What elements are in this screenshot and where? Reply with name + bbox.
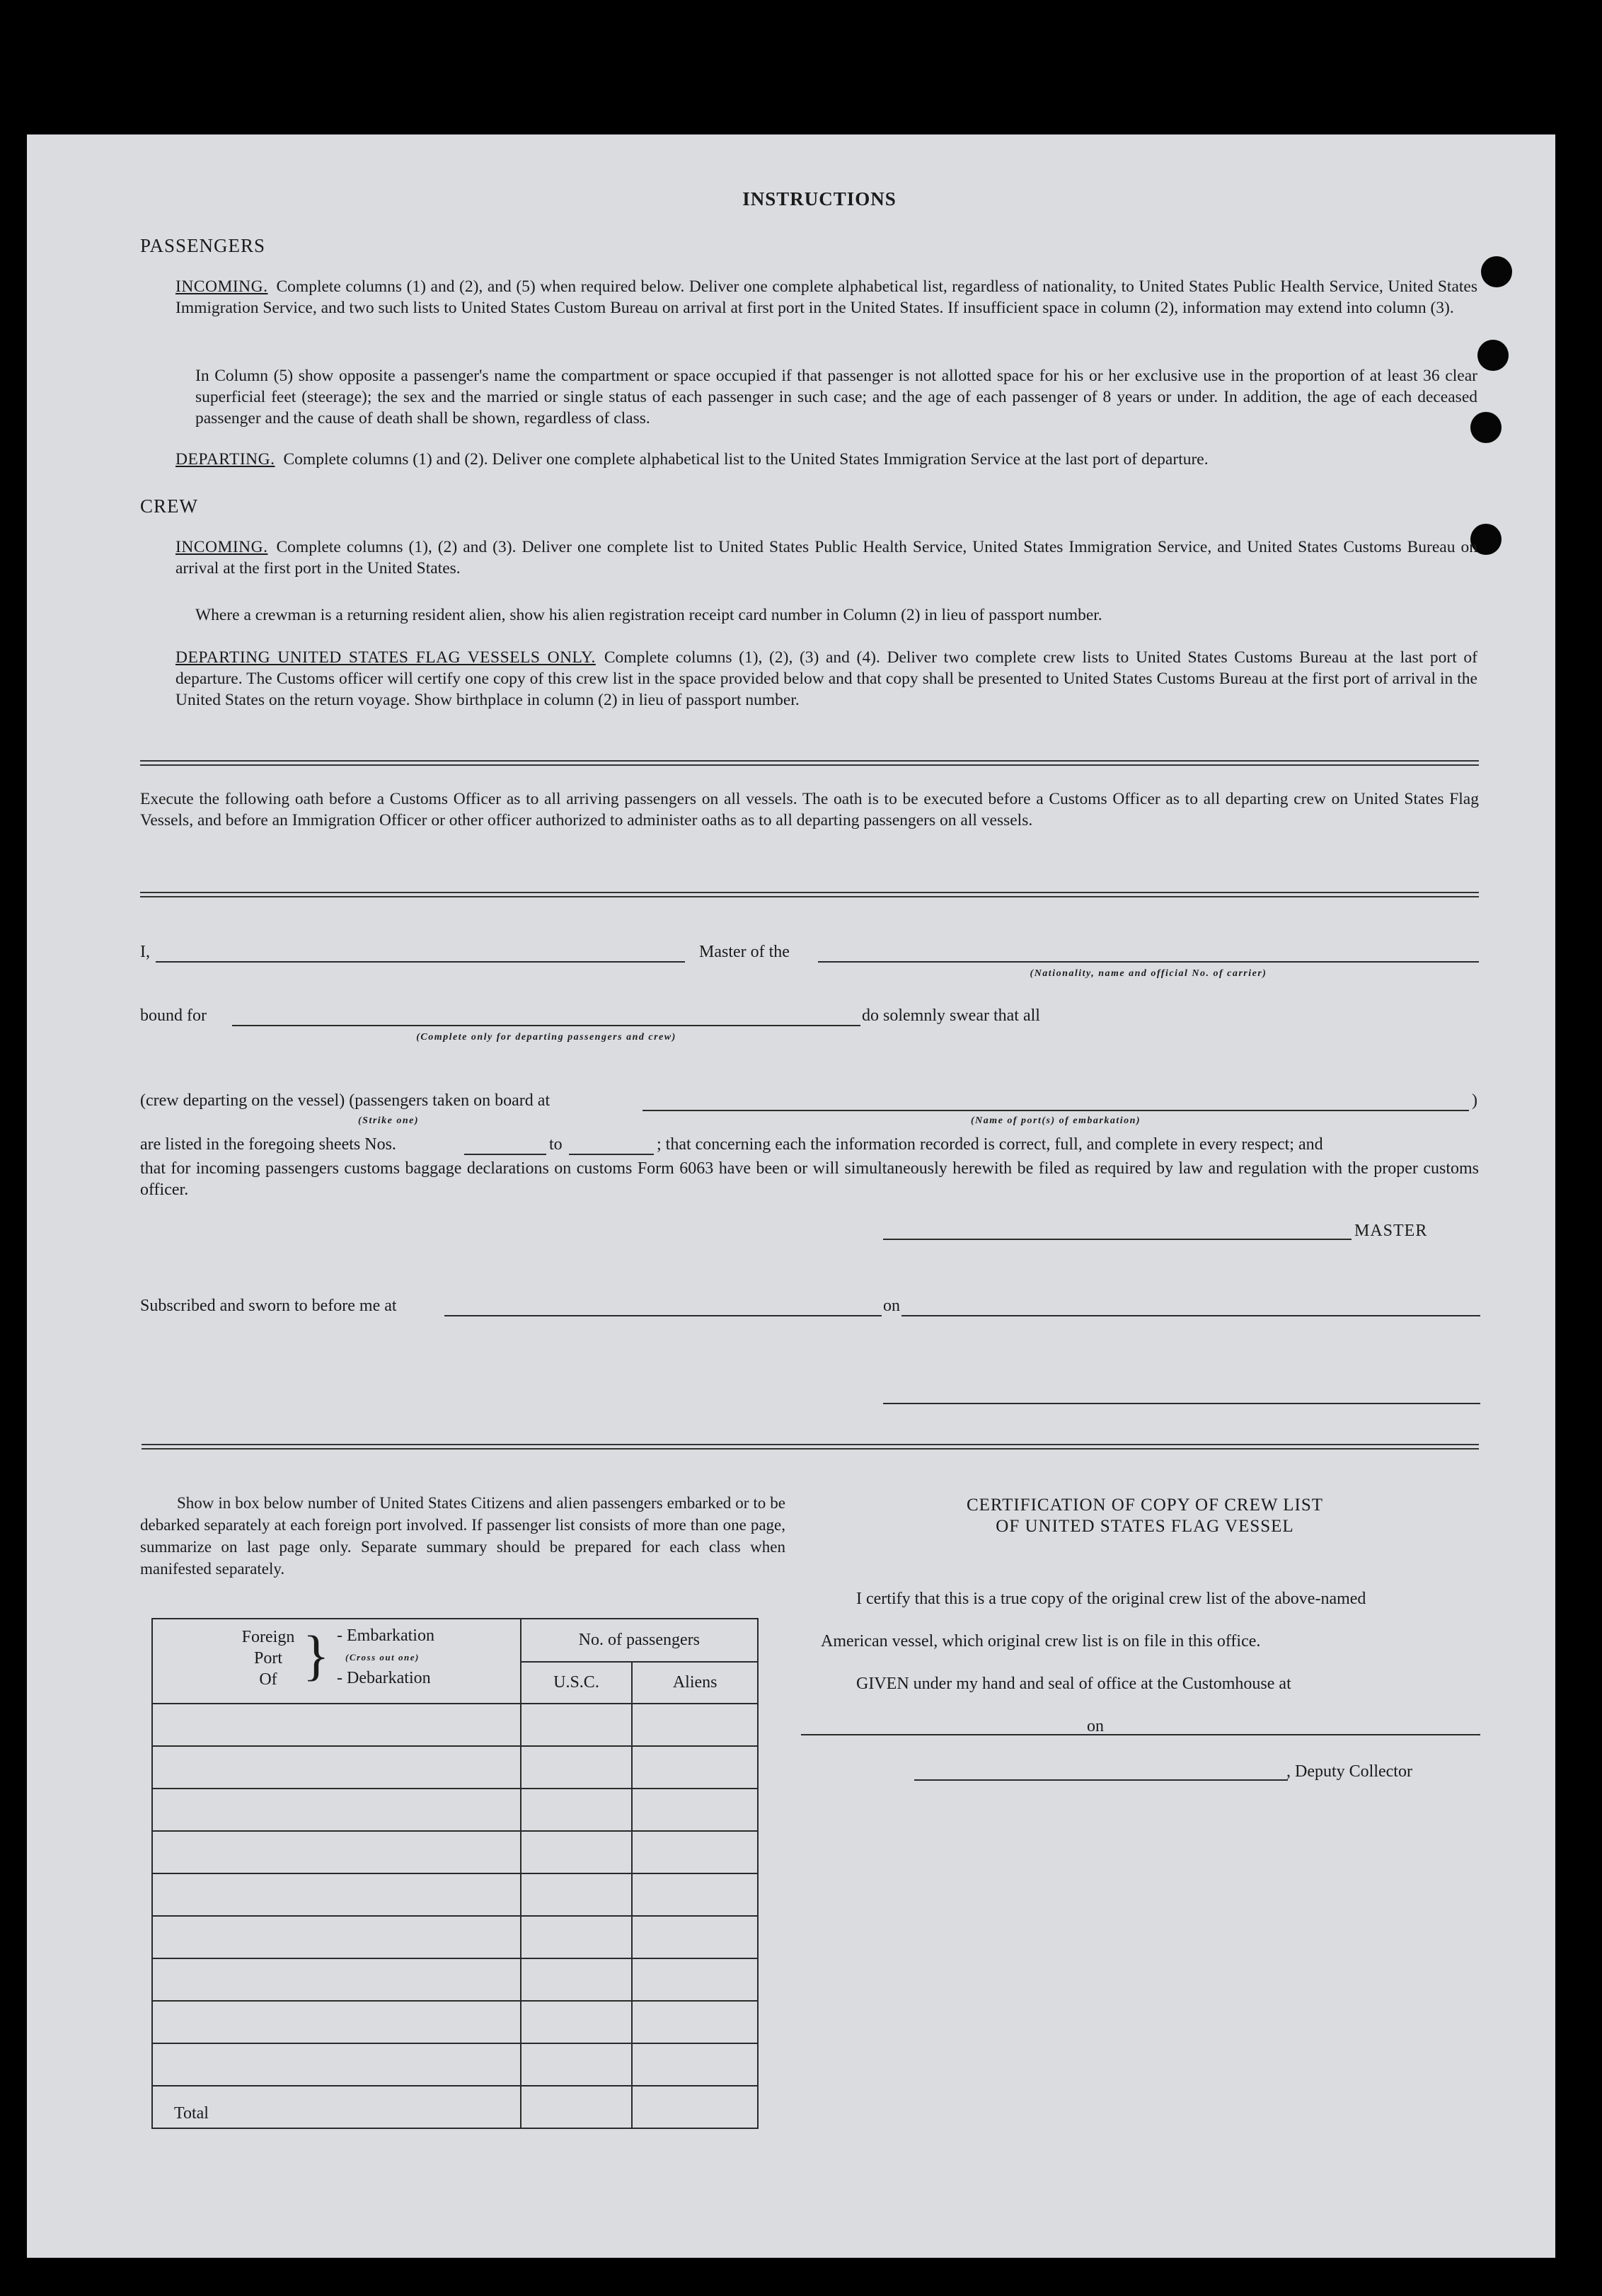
port-cell[interactable] <box>152 1746 521 1789</box>
debarkation-label: - Debarkation <box>337 1669 431 1687</box>
port-header-cell <box>152 1619 521 1704</box>
certification-title-line1: CERTIFICATION OF COPY OF CREW LIST <box>966 1496 1324 1515</box>
master-signature-field[interactable] <box>883 1239 1352 1240</box>
customhouse-field[interactable] <box>801 1734 1112 1735</box>
embarkation-port-field[interactable] <box>642 1110 1469 1111</box>
aliens-cell[interactable] <box>632 1831 758 1873</box>
brace-icon: } <box>303 1624 330 1686</box>
aliens-cell[interactable] <box>632 1916 758 1958</box>
sworn-date-field[interactable] <box>901 1315 1480 1316</box>
port-cell[interactable] <box>152 2001 521 2043</box>
given-text: GIVEN under my hand and seal of office at the Customhouse at <box>856 1675 1291 1693</box>
passengers-column5: In Column (5) show opposite a passenger's name the compartment or space occupied if that passenger is not allotted space for his or her exclusive use in the proportion of at least 36 clear superficial feet (steerage); the sex and the married or single status of each passenger in such case; and the age of each passenger of 8 years or under. In addition, the age of each deceased passenger and the cause of death shall be shown, regardless of class. <box>195 367 1477 427</box>
aliens-cell[interactable] <box>632 1958 758 2001</box>
punch-hole <box>1481 256 1512 287</box>
listed-text-a: are listed in the foregoing sheets Nos. <box>140 1135 396 1154</box>
no-passengers-header: No. of passengers <box>521 1619 758 1662</box>
usc-cell[interactable] <box>521 1958 633 2001</box>
certify-text: I certify that this is a true copy of the original crew list of the above-named <box>856 1590 1366 1608</box>
passenger-summary-table <box>151 1618 759 2129</box>
page-title: INSTRUCTIONS <box>742 188 897 209</box>
certification-title <box>812 1495 1477 1537</box>
passengers-departing-lead: DEPARTING. <box>175 450 275 469</box>
crew-departing-lead: DEPARTING UNITED STATES FLAG VESSELS ONLY. <box>175 648 596 667</box>
subscribed-label: Subscribed and sworn to before me at <box>140 1297 397 1315</box>
officer-signature-field[interactable] <box>883 1403 1480 1404</box>
bound-for-hint: (Complete only for departing passengers and crew) <box>416 1032 676 1043</box>
aliens-cell[interactable] <box>632 2001 758 2043</box>
aliens-cell[interactable] <box>632 1704 758 1746</box>
bound-for-label: bound for <box>140 1006 207 1025</box>
sheet-from-field[interactable] <box>464 1154 546 1155</box>
port-header-labels <box>236 1626 300 1690</box>
crew-resident: Where a crewman is a returning resident alien, show his alien registration receipt card number in Column (2) in lieu of passport number. <box>195 606 1102 624</box>
usc-cell[interactable] <box>521 1746 633 1789</box>
sworn-place-field[interactable] <box>444 1315 882 1316</box>
port-label: Port <box>253 1649 282 1668</box>
usc-cell[interactable] <box>521 1789 633 1831</box>
divider <box>140 760 1479 766</box>
oath-instruction: Execute the following oath before a Customs Officer as to all arriving passengers on all vessels. The oath is to be executed before a Customs Officer as to all departing crew on United States Flag Vessels, and before an Immigration Officer or other officer authorized to administer oaths as to all departing passengers on all vessels. <box>140 790 1479 830</box>
crew-heading: CREW <box>140 495 198 517</box>
passengers-departing-text: Complete columns (1) and (2). Deliver one complete alphabetical list to the United States Immigration Service at the last port of departure. <box>283 450 1209 469</box>
passengers-incoming-lead: INCOMING. <box>175 277 268 296</box>
port-cell[interactable] <box>152 2043 521 2086</box>
carrier-hint: (Nationality, name and official No. of carrier) <box>1030 968 1267 979</box>
master-name-field[interactable] <box>156 961 685 963</box>
sworn-on-label: on <box>883 1297 900 1315</box>
summary-instruction-text: Show in box below number of United States Citizens and alien passengers embarked or to be debarked separately at each foreign port involved. If passenger list consists of more than one page, summarize on last page only. Separate summary should be prepared for each class when manifested separately. <box>140 1494 785 1578</box>
port-cell[interactable] <box>152 1704 521 1746</box>
usc-cell[interactable] <box>521 1873 633 1916</box>
aliens-cell[interactable] <box>632 1746 758 1789</box>
carrier-field[interactable] <box>818 961 1479 963</box>
crew-departing <box>175 647 1477 711</box>
usc-cell[interactable] <box>521 2043 633 2086</box>
ports-hint: (Name of port(s) of embarkation) <box>970 1115 1141 1126</box>
port-cell[interactable] <box>152 1873 521 1916</box>
port-cell[interactable] <box>152 1958 521 2001</box>
foreign-label: Foreign <box>241 1628 295 1646</box>
usc-cell[interactable] <box>521 1916 633 1958</box>
master-label: MASTER <box>1354 1222 1428 1240</box>
strike-one-hint: (Strike one) <box>358 1115 420 1126</box>
port-cell[interactable] <box>152 1916 521 1958</box>
listed-to-label: to <box>549 1135 563 1154</box>
listed-text-b: ; that concerning each the information recorded is correct, full, and complete in every respect; and <box>657 1135 1323 1154</box>
crew-departing-text: Complete columns (1), (2), (3) and (4). Deliver two complete crew lists to United States Customs Bureau at the last port of departure. The Customs officer will certify one copy of this crew list in the space provided below and that copy shall be presented to United States Customs Bureau at the first port of arrival in the United States on the return voyage. Show birthplace in column (2) in lieu of passport number. <box>175 648 1477 709</box>
port-cell[interactable] <box>152 1789 521 1831</box>
listed-text-c: that for incoming passengers customs baggage declarations on customs Form 6063 have been or will simultaneously herewith be filed as required by law and regulation with the proper customs officer. <box>140 1159 1479 1199</box>
certification-title-line2: OF UNITED STATES FLAG VESSEL <box>996 1517 1294 1536</box>
aliens-cell[interactable] <box>632 2043 758 2086</box>
master-of-label: Master of the <box>699 943 790 961</box>
form-page <box>27 134 1555 2258</box>
oath-i-label: I, <box>140 943 150 961</box>
total-usc-cell[interactable] <box>521 2086 633 2128</box>
sheet-to-field[interactable] <box>569 1154 654 1155</box>
aliens-cell[interactable] <box>632 1873 758 1916</box>
crew-incoming-lead: INCOMING. <box>175 538 268 556</box>
of-label: Of <box>259 1670 277 1689</box>
total-label: Total <box>152 2086 521 2128</box>
usc-header: U.S.C. <box>521 1662 633 1704</box>
passengers-incoming <box>175 276 1477 318</box>
deputy-collector-signature-field[interactable] <box>914 1779 1288 1781</box>
aliens-header: Aliens <box>632 1662 758 1704</box>
punch-hole <box>1477 340 1509 371</box>
crew-incoming-text: Complete columns (1), (2) and (3). Deliver one complete list to United States Public Health Service, United States Immigration Service, and United States Customs Bureau on arrival at the first port in the United States. <box>175 538 1477 578</box>
summary-instruction <box>140 1492 785 1580</box>
certification-on-label: on <box>1087 1717 1104 1735</box>
crew-incoming <box>175 536 1477 579</box>
aliens-cell[interactable] <box>632 1789 758 1831</box>
usc-cell[interactable] <box>521 2001 633 2043</box>
passengers-incoming-text: Complete columns (1) and (2), and (5) when required below. Deliver one complete alphabetical list, regardless of nationality, to United States Public Health Service, United States Immigration Service, and two such lists to United States Custom Bureau on arrival at first port in the United States. If insufficient space in column (2), information may extend into column (3). <box>175 277 1477 317</box>
crew-departing-label: (crew departing on the vessel) (passengers taken on board at <box>140 1091 551 1110</box>
cross-out-hint: (Cross out one) <box>345 1652 420 1663</box>
usc-cell[interactable] <box>521 1704 633 1746</box>
divider <box>142 1444 1479 1450</box>
bound-for-field[interactable] <box>232 1025 860 1026</box>
usc-cell[interactable] <box>521 1831 633 1873</box>
passengers-departing <box>175 449 1477 470</box>
close-paren: ) <box>1472 1091 1477 1110</box>
divider <box>140 892 1479 897</box>
american-vessel-text: American vessel, which original crew list is on file in this office. <box>821 1632 1261 1651</box>
port-cell[interactable] <box>152 1831 521 1873</box>
certification-date-field[interactable] <box>1105 1734 1480 1735</box>
passengers-heading: PASSENGERS <box>140 235 266 256</box>
embarkation-label: - Embarkation <box>337 1626 434 1645</box>
swear-text: do solemnly swear that all <box>862 1006 1040 1025</box>
deputy-collector-label: , Deputy Collector <box>1286 1762 1412 1781</box>
total-aliens-cell[interactable] <box>632 2086 758 2128</box>
